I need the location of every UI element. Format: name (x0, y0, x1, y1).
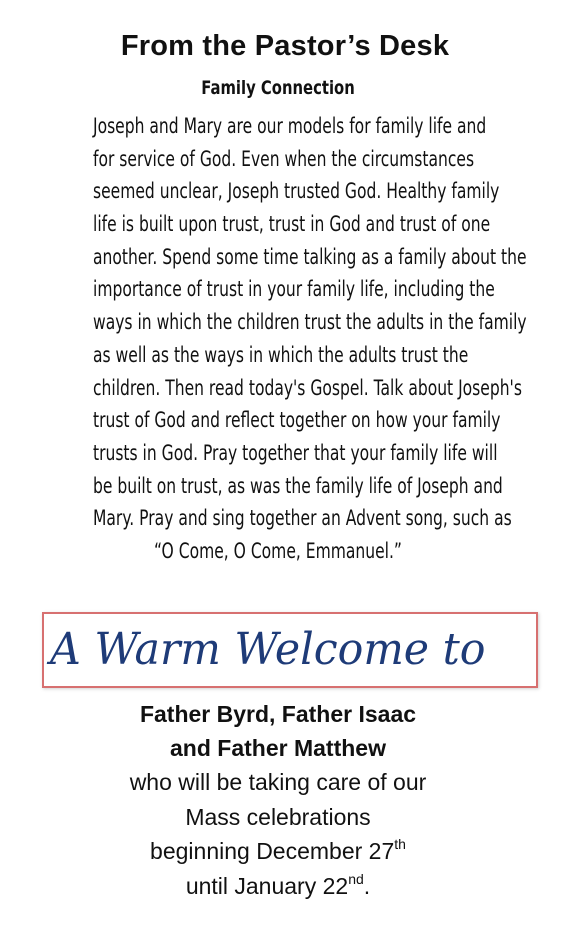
pastor-desk-heading: From the Pastor’s Desk (120, 30, 450, 62)
welcome-banner-text: A Warm Welcome to (50, 624, 486, 675)
article-line: Joseph and Mary are our models for family life and (93, 114, 487, 138)
priest-names-line-1: Father Byrd, Father Isaac (139, 701, 417, 727)
start-date-ordinal: th (394, 836, 406, 852)
end-date-line (0, 869, 556, 904)
end-date-period: . (363, 872, 371, 899)
article-line: children. Then read today's Gospel. Talk about Joseph's (93, 375, 522, 400)
article-line: be built on trust, as was the family life of Joseph and (93, 473, 503, 498)
start-date-text: beginning December 27 (150, 838, 395, 864)
end-date-text: until January 22 (185, 872, 349, 899)
welcome-announcement (0, 697, 556, 903)
priest-names-line-2: and Father Matthew (170, 735, 386, 761)
start-date-line (0, 834, 556, 869)
article-line: as well as the ways in which the adults trust the (93, 342, 469, 367)
article-line: Mary. Pray and sing together an Advent song, such as (93, 506, 512, 531)
article-line: “O Come, O Come, Emmanuel.” (154, 538, 402, 563)
article-line: seemed unclear, Joseph trusted God. Healthy family (93, 179, 500, 204)
article-line: for service of God. Even when the circumstances (93, 146, 475, 171)
article-line: life is built upon trust, trust in God and trust of one (93, 212, 491, 237)
article-body (28, 110, 528, 568)
family-connection-subheading: Family Connection (201, 77, 355, 99)
article-line: ways in which the children trust the adults in the family (93, 310, 527, 335)
care-description-line: who will be taking care of our (129, 769, 427, 795)
end-date-ordinal: nd (348, 870, 364, 887)
mass-celebrations-line: Mass celebrations (185, 803, 371, 830)
article-line: trusts in God. Pray together that your family life will (93, 440, 498, 465)
article-line: trust of God and reflect together on how your family (93, 408, 501, 433)
welcome-banner (42, 612, 538, 688)
article-line: another. Spend some time talking as a family about the (93, 244, 527, 269)
article-line: importance of trust in your family life, including the (93, 277, 495, 302)
